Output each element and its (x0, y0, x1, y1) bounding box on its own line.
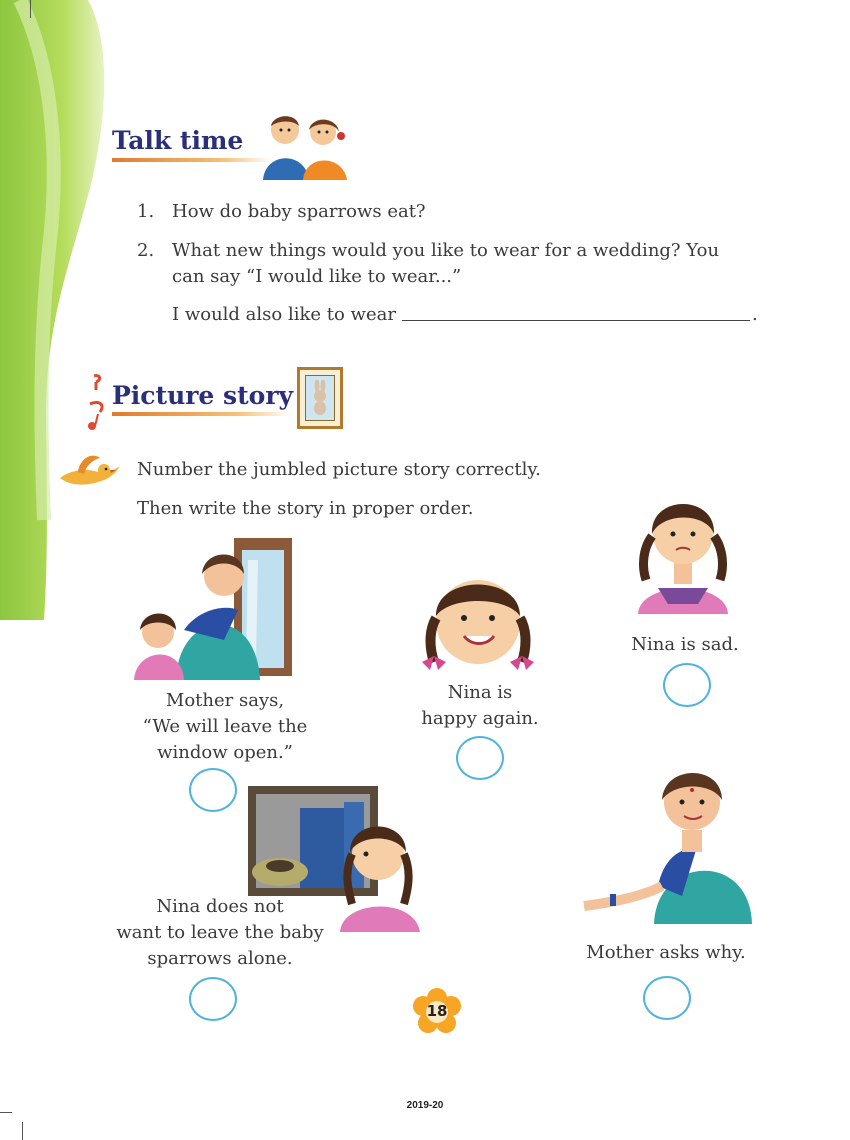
question-1-number: 1. (137, 201, 155, 222)
mother-window-illustration (128, 530, 300, 685)
order-circle-mother-asks[interactable] (643, 976, 691, 1020)
order-circle-nina-not-leave[interactable] (189, 977, 237, 1021)
order-circle-nina-sad[interactable] (663, 663, 711, 707)
crop-mark-top (30, 0, 31, 18)
nina-sad-illustration (628, 484, 738, 614)
page-number: 18 (426, 1002, 448, 1020)
question-1-text: How do baby sparrows eat? (172, 201, 426, 222)
nina-happy-illustration (410, 570, 546, 680)
caption-mother-asks: Mother asks why. (586, 942, 746, 963)
crop-mark-bottom-h (0, 1112, 12, 1113)
question-2-text-line2: can say “I would like to wear...” (172, 266, 462, 287)
order-circle-nina-happy[interactable] (456, 736, 504, 780)
fill-blank-prompt: I would also like to wear (172, 304, 396, 325)
picture-story-heading: Picture story (112, 381, 294, 410)
question-2-text-line1: What new things would you like to wear for a wedding? You (172, 240, 720, 261)
instruction-line-2: Then write the story in proper order. (137, 498, 474, 519)
caption-nina-not-leave-2: want to leave the baby (116, 922, 324, 943)
caption-nina-sad: Nina is sad. (631, 634, 739, 655)
caption-nina-happy-1: Nina is (447, 682, 513, 703)
caption-mother-says-1: Mother says, (165, 690, 285, 711)
left-green-band (0, 0, 120, 620)
crop-mark-bottom (22, 1122, 23, 1140)
question-2-number: 2. (137, 240, 155, 261)
order-circle-mother-says[interactable] (189, 768, 237, 812)
instruction-line-1: Number the jumbled picture story correctly. (137, 459, 541, 480)
fill-blank-period: . (752, 304, 758, 325)
sparrow-bird-icon (56, 448, 124, 494)
children-talking-illustration (255, 110, 355, 182)
fill-blank-line[interactable] (402, 320, 750, 321)
talk-time-underline (112, 158, 272, 162)
caption-mother-says-2: “We will leave the (142, 716, 308, 737)
caption-nina-happy-2: happy again. (421, 708, 539, 729)
caption-mother-says-3: window open.” (157, 742, 293, 763)
year-footer: 2019-20 (406, 1100, 444, 1111)
mother-asks-illustration (574, 746, 756, 924)
framed-picture-icon (297, 367, 343, 429)
music-notes-icon (84, 372, 114, 434)
caption-nina-not-leave-1: Nina does not (156, 896, 284, 917)
caption-nina-not-leave-3: sparrows alone. (147, 948, 293, 969)
talk-time-heading: Talk time (112, 126, 244, 155)
picture-story-underline (112, 412, 292, 416)
